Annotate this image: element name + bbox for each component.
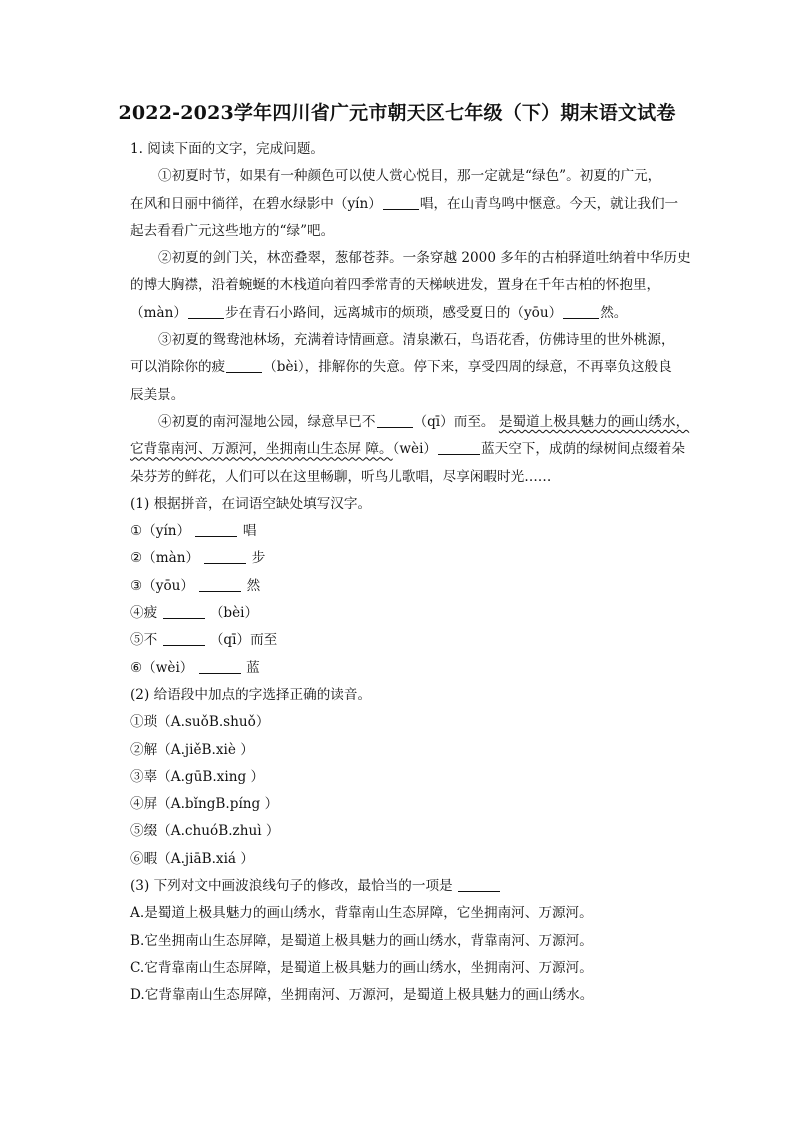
answer-blank[interactable] <box>438 440 480 455</box>
passage-line: 它背靠南河、万源河，坐拥南山生态屏 障。（wèi） 蓝天空下，成荫的绿树间点缀着朵 <box>130 441 685 458</box>
fill-item: ⑥（wèi） 蓝 <box>130 659 260 676</box>
passage-line: （màn） 步在青石小路间，远离城市的烦琐，感受夏日的（yōu） 然。 <box>130 304 628 321</box>
fill-item: ①（yín） 唱 <box>130 523 257 540</box>
passage-line: ④初夏的南河湿地公园，绿意早已不 （qī）而至。 是蜀道上极具魅力的画山绣水， <box>158 413 690 430</box>
pronunciation-item: ③辜（A.gūB.xing ） <box>130 768 265 785</box>
passage-line: ②初夏的剑门关，林峦叠翠，葱郁苍莽。一条穿越 2000 多年的古柏驿道吐纳着中华历史 <box>158 250 691 267</box>
option-a: A.是蜀道上极具魅力的画山绣水，背靠南山生态屏障，它坐拥南河、万源河。 <box>130 905 593 922</box>
question-1 <box>130 136 700 1010</box>
fill-item: ④疲 （bèi） <box>130 605 259 622</box>
wavy-underlined-sentence: 是蜀道上极具魅力的画山绣水， <box>498 413 690 430</box>
passage-line: 在风和日丽中徜徉，在碧水绿影中（yín） 唱，在山青鸟鸣中惬意。今天，就让我们一 <box>130 195 679 212</box>
sub-question-3 <box>130 873 700 1009</box>
pronunciation-item: ②解（A.jiěB.xiè ） <box>130 741 254 758</box>
sub-question-2 <box>130 682 700 873</box>
passage-line: 辰美景。 <box>130 386 185 403</box>
option-b: B.它坐拥南山生态屏障，是蜀道上极具魅力的画山绣水，背靠南河、万源河。 <box>130 932 593 949</box>
answer-blank[interactable] <box>163 604 205 619</box>
passage-line: 可以消除你的疲 （bèi），排解你的失意。停下来，享受四周的绿意，不再辜负这般良 <box>130 359 672 376</box>
option-d: D.它背靠南山生态屏障，坐拥南河、万源河，是蜀道上极具魅力的画山绣水。 <box>130 987 594 1004</box>
sub-question-1 <box>130 491 700 682</box>
reading-passage <box>130 163 700 491</box>
passage-line: 朵芬芳的鲜花，人们可以在这里畅聊，听鸟儿歌唱，尽享闲暇时光…… <box>130 468 552 485</box>
wavy-underlined-sentence: 它背靠南河、万源河，坐拥南山生态屏 障。 <box>130 441 393 458</box>
passage-line: 起去看看广元这些地方的“绿”吧。 <box>130 222 335 239</box>
passage-line: ③初夏的鸳鸯池林场，充满着诗情画意。清泉漱石，鸟语花香，仿佛诗里的世外桃源， <box>158 332 675 349</box>
pronunciation-item: ⑤缀（A.chuóB.zhuì ） <box>130 823 280 840</box>
answer-blank[interactable] <box>204 549 246 564</box>
answer-blank[interactable] <box>199 577 241 592</box>
answer-blank[interactable] <box>199 659 241 674</box>
sub-question-prompt: (2) 给语段中加点的字选择正确的读音。 <box>130 686 372 703</box>
question-intro: 1. 阅读下面的文字，完成问题。 <box>130 141 325 157</box>
option-c: C.它背靠南山生态屏障，是蜀道上极具魅力的画山绣水，坐拥南河、万源河。 <box>130 959 593 976</box>
fill-item: ②（màn） 步 <box>130 550 266 567</box>
answer-blank[interactable] <box>563 304 599 319</box>
passage-line: 的博大胸襟，沿着蜿蜒的木栈道向着四季常青的天梯峡进发，置身在千年古柏的怀抱里， <box>130 277 661 294</box>
answer-blank[interactable] <box>377 413 413 428</box>
passage-line: ①初夏时节，如果有一种颜色可以使人赏心悦目，那一定就是“绿色”。初夏的广元， <box>158 168 662 185</box>
pronunciation-item: ⑥暇（A.jiāB.xiá ） <box>130 850 254 867</box>
answer-blank[interactable] <box>195 522 237 537</box>
sub-question-prompt: (1) 根据拼音，在词语空缺处填写汉字。 <box>130 495 372 512</box>
answer-blank[interactable] <box>383 195 419 210</box>
fill-item: ③（yōu） 然 <box>130 577 261 594</box>
fill-item: ⑤不 （qī）而至 <box>130 632 278 649</box>
answer-blank[interactable] <box>163 631 205 646</box>
answer-blank[interactable] <box>226 358 262 373</box>
page-title: 2022-2023学年四川省广元市朝天区七年级（下）期末语文试卷 <box>118 102 676 124</box>
sub-question-prompt: (3) 下列对文中画波浪线句子的修改，最恰当的一项是 <box>130 873 700 900</box>
pronunciation-item: ①琐（A.suǒB.shuǒ） <box>130 714 270 731</box>
pronunciation-item: ④屏（A.bǐngB.píng ） <box>130 796 279 813</box>
answer-blank[interactable] <box>188 304 224 319</box>
answer-blank[interactable] <box>458 877 500 892</box>
